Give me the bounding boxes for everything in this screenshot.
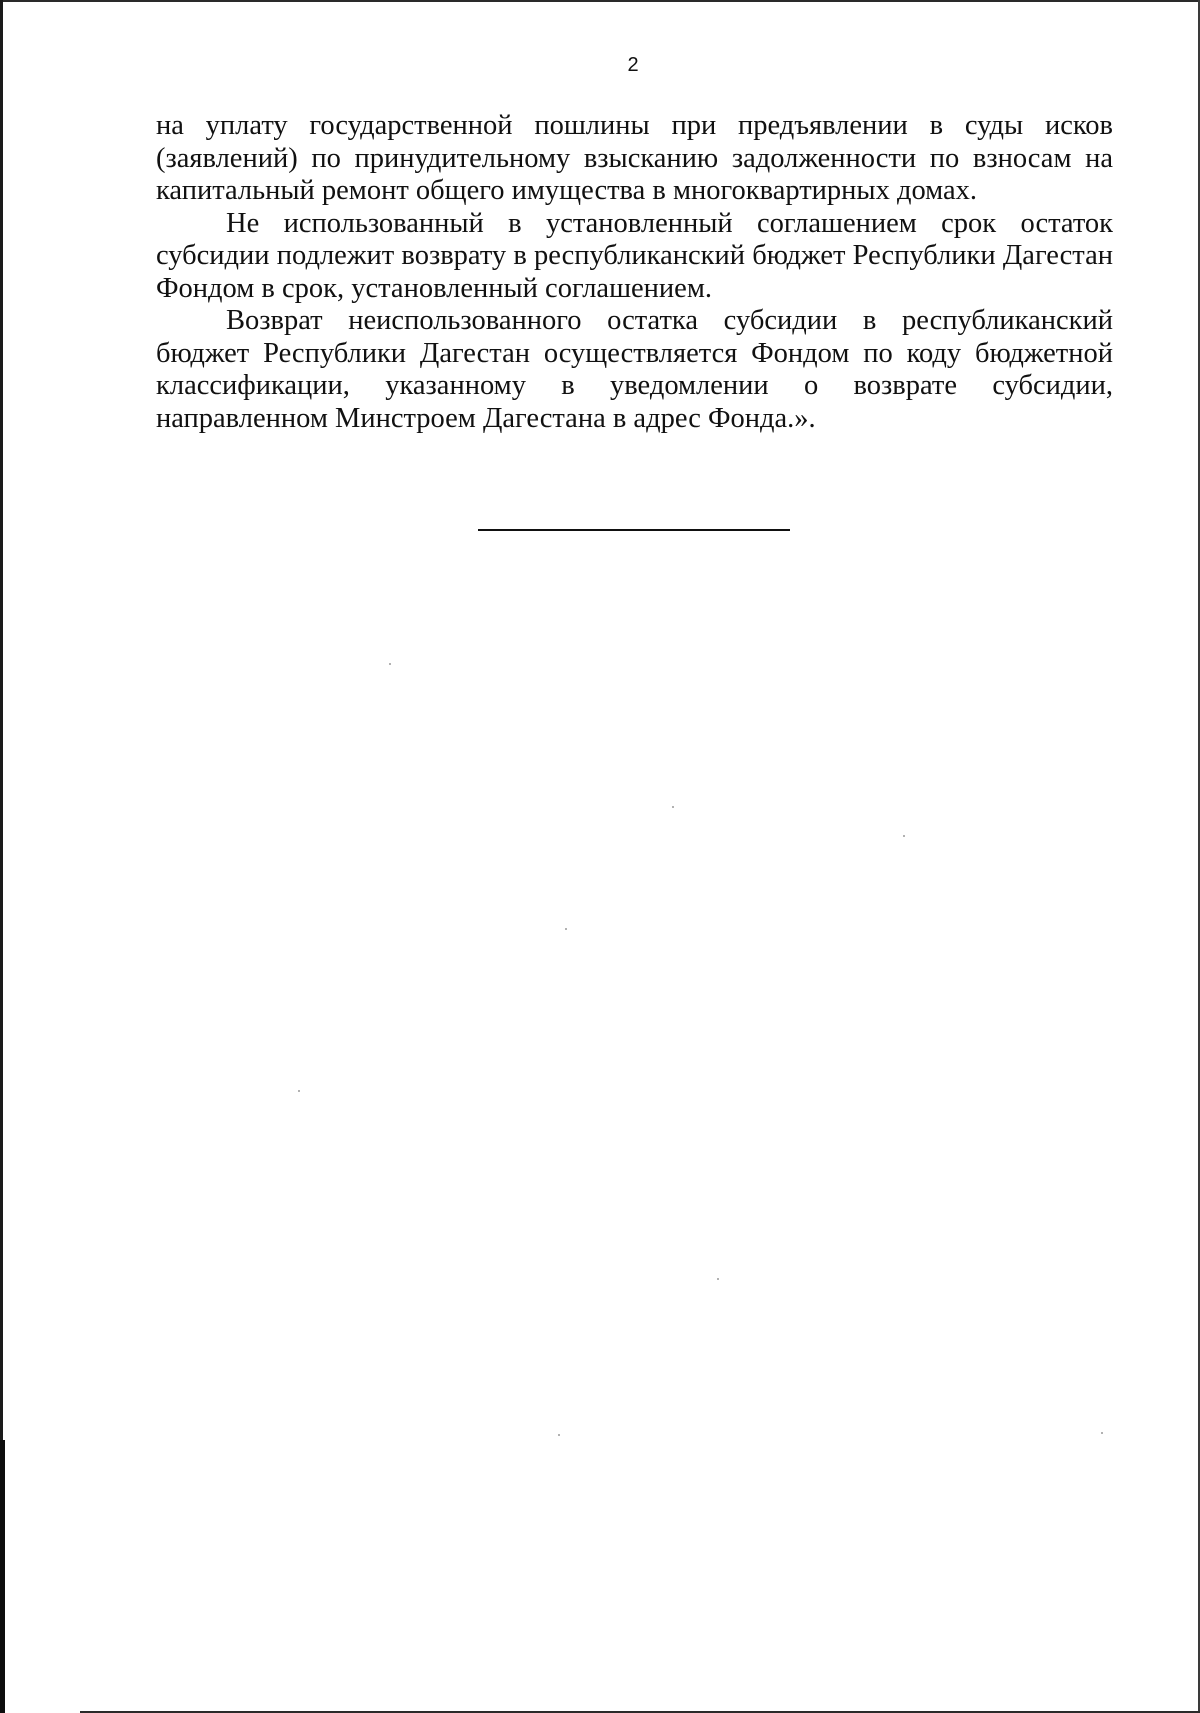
scan-speck — [672, 806, 674, 808]
scan-speck — [1101, 1432, 1103, 1434]
scan-speck — [558, 1434, 560, 1436]
scan-speck — [565, 928, 567, 930]
page-number: 2 — [627, 54, 639, 76]
scan-edge-top — [0, 0, 1200, 2]
end-separator-line — [478, 529, 790, 531]
paragraph-unused-subsidy: Не использованный в установленный соглашением срок остаток субсидии подлежит возврату в республиканский бюджет Республики Дагестан Фондом в срок, установленный соглашением. — [156, 207, 1113, 304]
scan-speck — [717, 1278, 719, 1280]
document-body — [156, 110, 1113, 435]
scan-speck — [389, 663, 391, 665]
paragraph-continuation: на уплату государственной пошлины при предъявлении в суды исков (заявлений) по принудительному взысканию задолженности по взносам на капитальный ремонт общего имущества в многоквартирных домах. — [156, 110, 1113, 206]
scan-edge-left-shadow — [0, 1440, 5, 1713]
paragraph-subsidy-return: Возврат неиспользованного остатка субсидии в республиканский бюджет Республики Дагестан осуществляется Фондом по коду бюджетной классификации, указанному в уведомлении о возврате субсидии, направленном Минстроем Дагестана в адрес Фонда.». — [156, 305, 1113, 434]
scan-speck — [903, 835, 905, 837]
scan-speck — [298, 1090, 300, 1092]
